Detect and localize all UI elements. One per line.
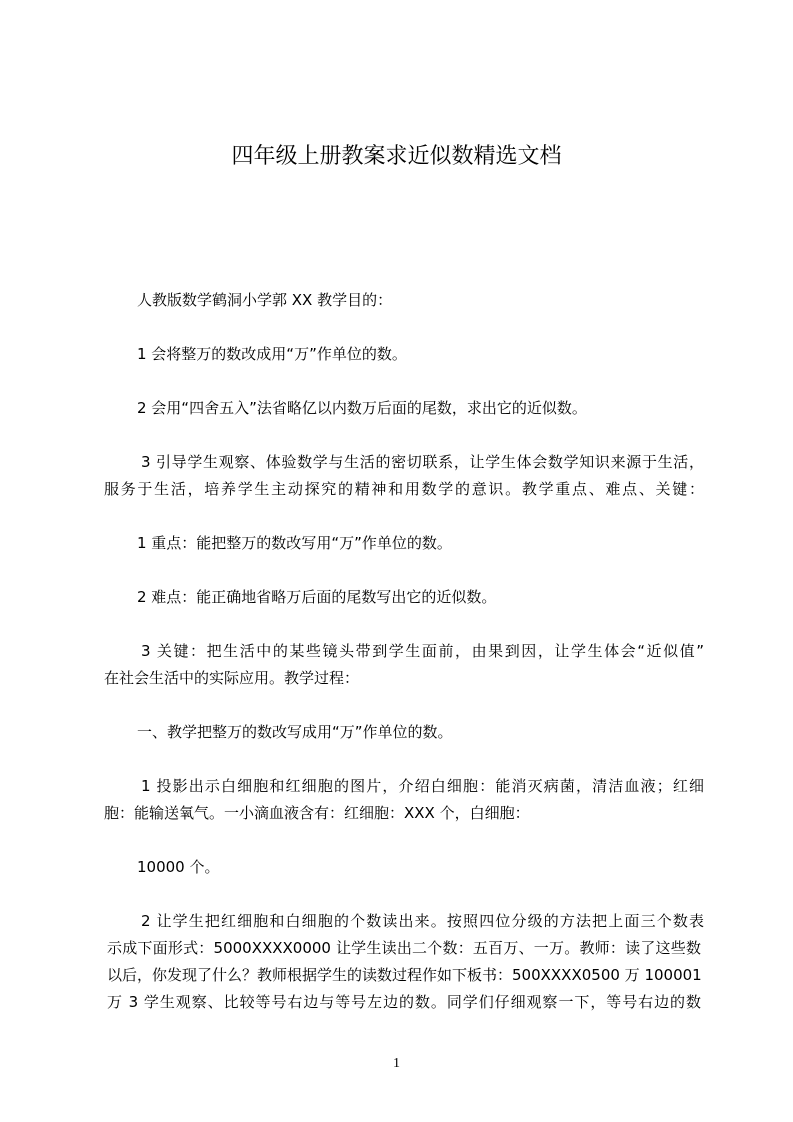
text-line: 1 投影出示白细胞和红细胞的图片，介绍白细胞：能消灭病菌，清洁血液；红细: [141, 777, 704, 795]
text-line: 2 会用“四舍五入”法省略亿以内数万后面的尾数，求出它的近似数。: [137, 399, 587, 417]
text-line: 10000 个。: [137, 858, 220, 876]
document-title: 四年级上册教案求近似数精选文档: [231, 144, 562, 169]
text-line: 3 引导学生观察、体验数学与生活的密切联系，让学生体会数学知识来源于生活，: [141, 453, 704, 471]
text-line: 人教版数学鹤洞小学郭 XX 教学目的：: [137, 291, 393, 309]
text-line: 胞：能输送氧气。一小滴血液含有：红细胞：XXX 个，白细胞：: [104, 804, 530, 822]
text-line: 1 会将整万的数改成用“万”作单位的数。: [137, 345, 407, 363]
text-line: 以后，你发现了什么？教师根据学生的读数过程作如下板书：500XXXX0500 万 100001: [107, 966, 702, 984]
text-line: 2 难点：能正确地省略万后面的尾数写出它的近似数。: [137, 588, 497, 606]
text-line: 示成下面形式：5000XXXX0000 让学生读出二个数：五百万、一万。教师：读了这些数: [107, 939, 701, 957]
text-line: 服务于生活，培养学生主动探究的精神和用数学的意识。教学重点、难点、关键：: [104, 480, 704, 498]
text-line: 一、教学把整万的数改写成用“万”作单位的数。: [137, 723, 453, 741]
text-line: 万 3 学生观察、比较等号右边与等号左边的数。同学们仔细观察一下，等号右边的数: [107, 993, 701, 1011]
text-line: 1 重点：能把整万的数改写用“万”作单位的数。: [137, 534, 452, 552]
text-line: 在社会生活中的实际应用。教学过程：: [104, 669, 360, 687]
page-number: 1: [393, 1056, 400, 1071]
text-line: 2 让学生把红细胞和白细胞的个数读出来。按照四位分级的方法把上面三个数表: [141, 912, 704, 930]
text-line: 3 关键：把生活中的某些镜头带到学生面前，由果到因，让学生体会“近似值”: [141, 642, 704, 660]
